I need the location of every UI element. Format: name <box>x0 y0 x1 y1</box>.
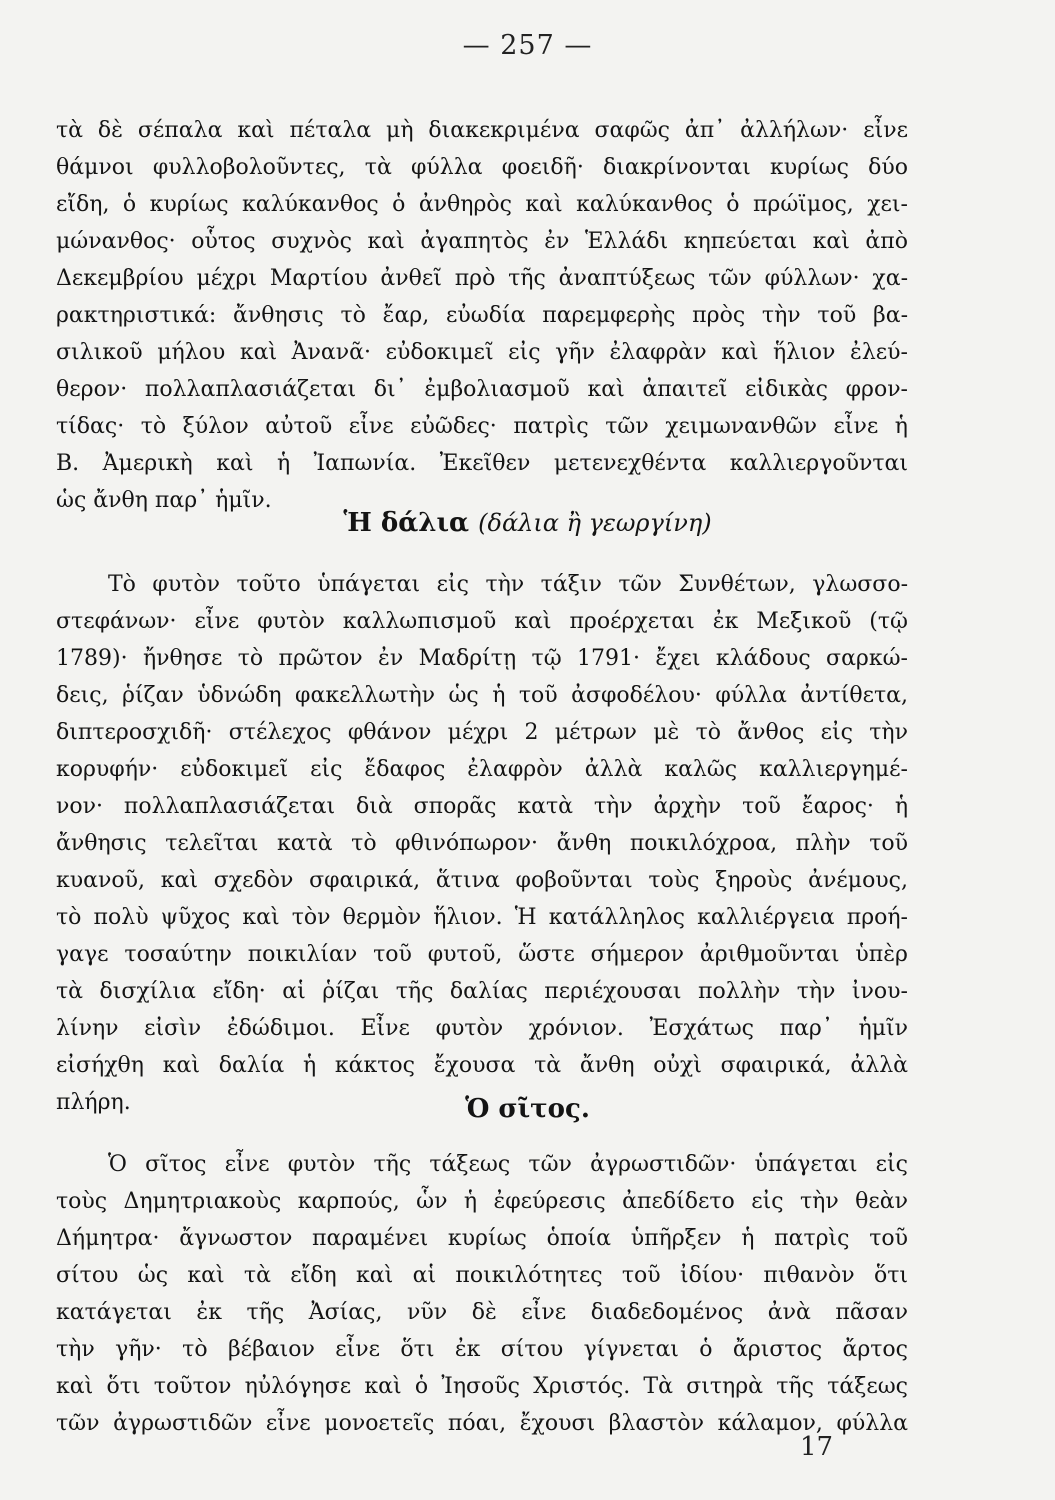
text-line: Δεκεμβρίου μέχρι Μαρτίου ἀνθεῖ πρὸ τῆς ἀναπτύξεως τῶν φύλλων· χα- <box>56 266 908 291</box>
text-line: ὡς ἄνθη παρ᾿ ἡμῖν. <box>56 488 272 513</box>
text-line: Ὁ σῖτος εἶνε φυτὸν τῆς τάξεως τῶν ἀγρωστιδῶν· ὑπάγεται εἰς <box>108 1152 908 1177</box>
section-dalia-text <box>56 566 908 1121</box>
text-line: τὴν γῆν· τὸ βέβαιον εἶνε ὅτι ἐκ σίτου γίγνεται ὁ ἄριστος ἄρτος <box>56 1337 908 1362</box>
text-line: κορυφήν· εὐδοκιμεῖ εἰς ἔδαφος ἐλαφρὸν ἀλλὰ καλῶς καλλιεργημέ- <box>56 757 908 782</box>
heading-sitos: Ὁ σῖτος. <box>465 1094 590 1124</box>
text-line: σιλικοῦ μήλου καὶ Ἀνανᾶ· εὐδοκιμεῖ εἰς γῆν ἐλαφρὰν καὶ ἥλιον ἐλεύ- <box>56 340 908 365</box>
text-line: στεφάνων· εἶνε φυτὸν καλλωπισμοῦ καὶ προέρχεται ἐκ Μεξικοῦ (τῷ <box>56 609 908 634</box>
text-line: εἰσήχθη καὶ δαλία ἡ κάκτος ἔχουσα τὰ ἄνθη οὐχὶ σφαιρικά, ἀλλὰ <box>56 1053 908 1078</box>
text-line: τῶν ἀγρωστιδῶν εἶνε μονοετεῖς πόαι, ἔχουσι βλαστὸν κάλαμον, φύλλα <box>56 1411 908 1436</box>
text-line: θάμνοι φυλλοβολοῦντες, τὰ φύλλα φοειδῆ· διακρίνονται κυρίως δύο <box>56 155 908 180</box>
text-line: ἄνθησις τελεῖται κατὰ τὸ φθινόπωρον· ἄνθη ποικιλόχροα, πλὴν τοῦ <box>56 831 908 856</box>
text-line: Δήμητρα· ἄγνωστον παραμένει κυρίως ὁποία ὑπῆρξεν ἡ πατρὶς τοῦ <box>56 1226 908 1251</box>
text-line: ρακτηριστικά: ἄνθησις τὸ ἔαρ, εὐωδία παρεμφερὴς πρὸς τὴν τοῦ βα- <box>56 303 908 328</box>
text-line: νον· πολλαπλασιάζεται διὰ σπορᾶς κατὰ τὴν ἀρχὴν τοῦ ἔαρος· ἡ <box>56 794 908 819</box>
section-sitos-text <box>56 1146 908 1442</box>
text-line: τὰ δὲ σέπαλα καὶ πέταλα μὴ διακεκριμένα σαφῶς ἀπ᾿ ἀλλήλων· εἶνε <box>56 118 908 143</box>
text-line: τοὺς Δημητριακοὺς καρπούς, ὧν ἡ ἐφεύρεσις ἀπεδίδετο εἰς τὴν θεὰν <box>56 1189 908 1214</box>
text-line: γαγε τοσαύτην ποικιλίαν τοῦ φυτοῦ, ὥστε σήμερον ἀριθμοῦνται ὑπὲρ <box>56 942 908 967</box>
text-line: εἴδη, ὁ κυρίως καλύκανθος ὁ ἀνθηρὸς καὶ καλύκανθος ὁ πρώϊμος, χει- <box>56 192 908 217</box>
text-line: λίνην εἰσὶν ἐδώδιμοι. Εἶνε φυτὸν χρόνιον. Ἐσχάτως παρ᾿ ἡμῖν <box>56 1016 908 1041</box>
text-line: δεις, ῥίζαν ὑδνώδη φακελλωτὴν ὡς ἡ τοῦ ἀσφοδέλου· φύλλα ἀντίθετα, <box>56 683 908 708</box>
text-line: κατάγεται ἐκ τῆς Ἀσίας, νῦν δὲ εἶνε διαδεδομένος ἀνὰ πᾶσαν <box>56 1300 908 1325</box>
heading-dalia-main: Ἡ δάλια <box>343 508 470 538</box>
text-line: διπτεροσχιδῆ· στέλεχος φθάνον μέχρι 2 μέτρων μὲ τὸ ἄνθος εἰς τὴν <box>56 720 908 745</box>
text-line: Β. Ἀμερικὴ καὶ ἡ Ἰαπωνία. Ἐκεῖθεν μετενεχθέντα καλλιεργοῦνται <box>56 451 908 476</box>
page-number: — 257 — <box>462 30 593 61</box>
text-line: τὰ δισχίλια εἴδη· αἱ ῥίζαι τῆς δαλίας περιέχουσαι πολλὴν τὴν ἰνου- <box>56 979 908 1004</box>
text-line: καὶ ὅτι τοῦτον ηὐλόγησε καὶ ὁ Ἰησοῦς Χριστός. Τὰ σιτηρὰ τῆς τάξεως <box>56 1374 908 1399</box>
text-line: θερον· πολλαπλασιάζεται δι᾿ ἐμβολιασμοῦ καὶ ἀπαιτεῖ εἰδικὰς φρον- <box>56 377 908 402</box>
text-line: σίτου ὡς καὶ τὰ εἴδη καὶ αἱ ποικιλότητες τοῦ ἰδίου· πιθανὸν ὅτι <box>56 1263 908 1288</box>
text-line: Τὸ φυτὸν τοῦτο ὑπάγεται εἰς τὴν τάξιν τῶν Συνθέτων, γλωσσο- <box>108 572 908 597</box>
text-line: μώνανθος· οὗτος συχνὸς καὶ ἀγαπητὸς ἐν Ἑλλάδι κηπεύεται καὶ ἀπὸ <box>56 229 908 254</box>
heading-dalia-sub: (δάλια ἢ γεωργίνη) <box>478 509 712 537</box>
text-line: τὸ πολὺ ψῦχος καὶ τὸν θερμὸν ἥλιον. Ἡ κατάλληλος καλλιέργεια προή- <box>56 905 908 930</box>
text-line: κυανοῦ, καὶ σχεδὸν σφαιρικά, ἅτινα φοβοῦνται τοὺς ξηροὺς ἀνέμους, <box>56 868 908 893</box>
heading-dalia <box>0 508 1055 538</box>
text-line: 1789)· ἤνθησε τὸ πρῶτον ἐν Μαδρίτῃ τῷ 1791· ἔχει κλάδους σαρκώ- <box>56 646 908 671</box>
text-line: τίδας· τὸ ξύλον αὐτοῦ εἶνε εὐῶδες· πατρὶς τῶν χειμωνανθῶν εἶνε ἡ <box>56 414 908 439</box>
signature-number: 17 <box>800 1432 834 1462</box>
section-calycanthus-text <box>56 112 908 519</box>
text-line: πλήρη. <box>56 1090 131 1115</box>
